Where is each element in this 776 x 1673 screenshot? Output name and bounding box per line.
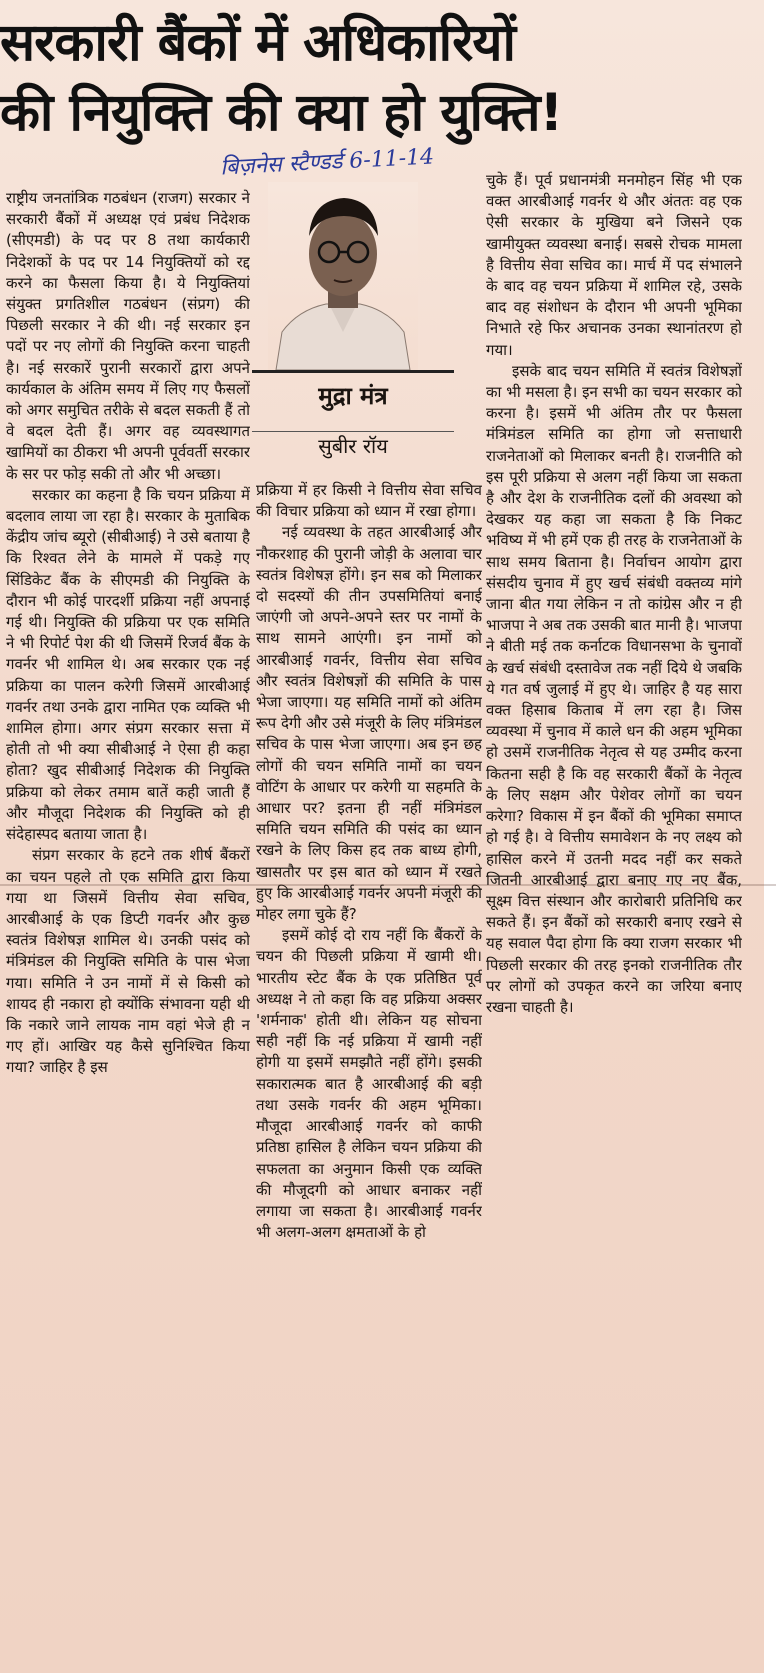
scan-edge: [764, 0, 776, 1673]
handwritten-source-note: बिज़नेस स्टैण्डर्ड 6-11-14: [219, 144, 435, 181]
article-column-3: [486, 170, 742, 1670]
author-photo: [268, 182, 418, 370]
column-header: [252, 370, 454, 432]
paragraph: चुके हैं। पूर्व प्रधानमंत्री मनमोहन सिंह भी एक वक्त आरबीआई गवर्नर थे और अंततः वह एक ऐसी सरकार के मुखिया बने जिसने एक खामीयुक्त व्यवस्था बनाई। सबसे रोचक मामला है वित्तीय सेवा सचिव का। मार्च में पद संभालने के बाद वह चयन प्रक्रिया में शामिल रहे, उसके बाद वह संशोधन के दौरान भी अपनी भूमिका निभाते रहे फिर अचानक उनका स्थानांतरण हो गया।: [486, 171, 742, 359]
author-byline: सुबीर रॉय: [318, 434, 388, 458]
headline: [0, 8, 760, 148]
headline-line-1: सरकारी बैंकों में अधिकारियों: [0, 13, 516, 73]
article-column-2: [256, 480, 482, 1670]
headline-line-2: की नियुक्ति की क्या हो युक्ति!: [0, 83, 563, 143]
paper-fold-line: [0, 884, 776, 886]
paragraph: सरकार का कहना है कि चयन प्रक्रिया में बदलाव लाया जा रहा है। सरकार के मुताबिक केंद्रीय जांच ब्यूरो (सीबीआई) ने उसे बताया है कि रिश्वत लेने के मामले में पकड़े गए सिंडिकेट बैंक के सीएमडी की नियुक्ति के दौरान भी कोई पारदर्शी प्रक्रिया नहीं अपनाई गई थी। नियुक्ति की प्रक्रिया पर एक समिति ने भी रिपोर्ट पेश की थी जिसमें रिजर्व बैंक के गवर्नर भी शामिल थे। अब सरकार एक नई प्रक्रिया का पालन करेगी जिसमें आरबीआई गवर्नर तथा उनके द्वारा नामित एक व्यक्ति भी शामिल होगा। अगर संप्रग सरकार सत्ता में होती तो भी क्या सीबीआई ने ऐसा ही कहा होता? खुद सीबीआई निदेशक की नियुक्ति प्रक्रिया को लेकर तमाम बातें कही जाती हैं और मौजूदा निदेशक की नियुक्ति को ही संदेहास्पद बताया जाता है।: [6, 485, 250, 844]
paragraph: इसमें कोई दो राय नहीं कि बैंकरों के चयन की पिछली प्रक्रिया में खामी थी। भारतीय स्टेट बैंक के एक प्रतिष्ठित पूर्व अध्यक्ष ने तो कहा कि वह प्रक्रिया अक्सर 'शर्मनाक' होती थी। लेकिन यह सोचना सही नहीं कि नई प्रक्रिया में खामी नहीं होगी या इसमें समझौते नहीं होंगे। इसकी सकारात्मक बात है आरबीआई की बड़ी तथा उसके गवर्नर की अहम भूमिका। मौजूदा आरबीआई गवर्नर को काफी प्रतिष्ठा हासिल है लेकिन चयन प्रक्रिया की सफलता का अनुमान किसी एक व्यक्ति की मौजूदगी को आधार बनाकर नहीं लगाया जा सकता है। आरबीआई गवर्नर भी अलग-अलग क्षमताओं के हो: [256, 926, 482, 1242]
paragraph: राष्ट्रीय जनतांत्रिक गठबंधन (राजग) सरकार ने सरकारी बैंकों में अध्यक्ष एवं प्रबंध निदेशक (सीएमडी) के पद पर 8 तथा कार्यकारी निदेशकों के पद पर 14 नियुक्तियों को रद्द करने का फैसला किया है। ये नियुक्तियां संयुक्त प्रगतिशील गठबंधन (संप्रग) की पिछली सरकार ने की थी। नई सरकार इन पदों पर नए लोगों की नियुक्ति करना चाहती है। नई सरकारें पुरानी सरकारों द्वारा अपने कार्यकाल के अंतिम समय में लिए गए फैसलों को अगर समुचित तरीके से बदल सकती हैं तो वे बदल देती हैं। अगर वह व्यवस्थागत खामियों का ठीकरा भी अपनी पूर्ववर्ती सरकार के सर पर फोड़ सकी तो और भी अच्छा।: [6, 189, 250, 483]
paragraph: नई व्यवस्था के तहत आरबीआई और नौकरशाह की पुरानी जोड़ी के अलावा चार स्वतंत्र विशेषज्ञ होंगे। इन सब को मिलाकर दो सदस्यों की तीन उपसमितियां बनाई जाएंगी जो अपने-अपने स्तर पर नामों के साथ सामने आएंगी। इन नामों को आरबीआई गवर्नर, वित्तीय सेवा सचिव और स्वतंत्र विशेषज्ञों की समिति के पास भेजा जाएगा। यह समिति नामों को अंतिम रूप देगी और उसे मंजूरी के लिए मंत्रिमंडल सचिव के पास भेजा जाएगा। अब इन छह लोगों की चयन समिति नामों का चयन वोटिंग के आधार पर करेगी या सहमति के आधार पर? इतना ही नहीं मंत्रिमंडल समिति चयन समिति की पसंद का ध्यान रखने के लिए किस हद तक बाध्य होगी, खासतौर पर इस बात को ध्यान में रखते हुए कि आरबीआई गवर्नर अपनी मंजूरी की मोहर लगा चुके हैं?: [256, 523, 482, 924]
paragraph: संप्रग सरकार के हटने तक शीर्ष बैंकरों का चयन पहले तो एक समिति द्वारा किया गया था जिसमें वित्तीय सेवा सचिव, आरबीआई के एक डिप्टी गवर्नर और कुछ स्वतंत्र विशेषज्ञ शामिल थे। उनकी पसंद को मंत्रिमंडल की नियुक्ति समिति के पास भेजा गया। समिति ने उन नामों में से किसी को शायद ही नकारा हो क्योंकि संभावना यही थी कि नकारे जाने लायक नाम वहां भेजे ही न गए हों। आखिर यह कैसे सुनिश्चित किया गया? जाहिर है इस: [6, 846, 250, 1077]
paragraph: इसके बाद चयन समिति में स्वतंत्र विशेषज्ञों का भी मसला है। इन सभी का चयन सरकार को करना है। इसमें भी अंतिम तौर पर फैसला मंत्रिमंडल समिति का होगा जो सत्ताधारी राजनेताओं को मिलाकर बनती है। राजनीति को इस पूरी प्रक्रिया से अलग नहीं किया जा सकता है और देश के राजनीतिक दलों की अवस्था को देखकर यह कहा जा सकता है कि निकट भविष्य में भी हमें एक ही तरह के राजनेताओं के साथ समय बिताना है। निर्वाचन आयोग द्वारा संसदीय चुनाव में हुए खर्च संबंधी वक्तव्य मांगे जाना बीत गया लेकिन न तो कांग्रेस और न ही भाजपा ने अब तक उसकी बात मानी है। भाजपा ने बीती मई तक कर्नाटक विधानसभा के चुनावों के खर्च संबंधी दस्तावेज तक नहीं दिये थे जबकि ये गत वर्ष जुलाई में हुए थे। जाहिर है यह सारा वक्त हिसाब किताब में लग रहा है। जिस व्यवस्था में चुनाव में काले धन की अहम भूमिका हो उसमें राजनीतिक नेतृत्व से यह उम्मीद करना कितना सही है कि वह सरकारी बैंकों के नेतृत्व के लिए सक्षम और पेशेवर लोगों का चयन करेगा? विकास में इन बैंकों की भूमिका समाप्त हो गई है। वे वित्तीय समावेशन के नए लक्ष्य को हासिल करने में उतनी मदद नहीं कर सकते जितनी आरबीआई द्वारा बनाए गए नए बैंक, सूक्ष्म वित्त संस्थान और कारोबारी प्रतिनिधि कर सकते हैं। इन बैंकों को सरकारी बनाए रखने से यह सवाल पैदा होगा कि क्या राजग सरकार भी पिछली सरकार की तरह इनको राजनीतिक तौर पर लोगों को उपकृत करने का जरिया बनाए रखना चाहती है।: [486, 361, 742, 1016]
paragraph: प्रक्रिया में हर किसी ने वित्तीय सेवा सचिव की विचार प्रक्रिया को ध्यान में रखा होगा।: [256, 481, 482, 521]
author-portrait-image: [268, 182, 418, 370]
article-column-1: [6, 188, 250, 1668]
column-title: मुद्रा मंत्र: [318, 382, 388, 410]
